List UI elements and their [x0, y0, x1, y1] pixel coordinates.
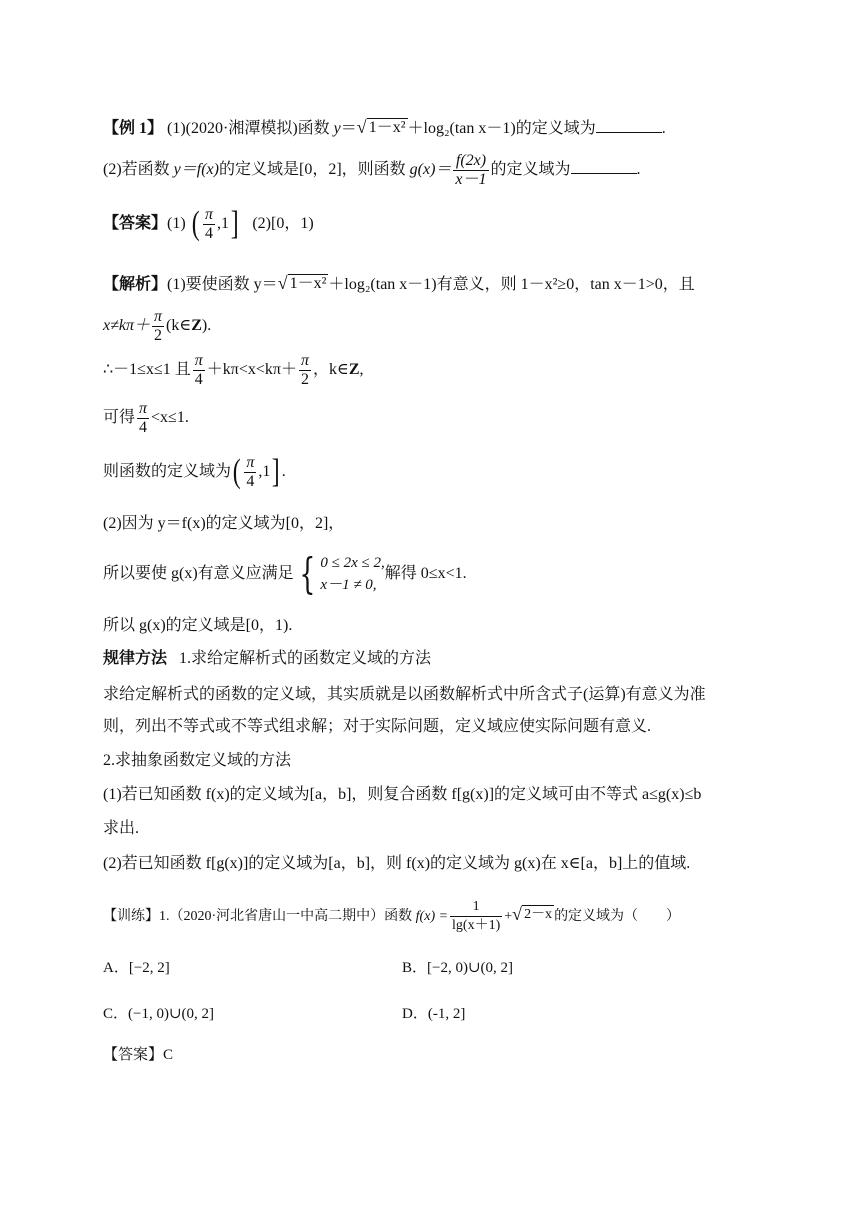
analysis-tag: 【解析】: [103, 276, 168, 293]
option-c: C．(−1, 0)∪(0, 2]: [103, 1006, 215, 1022]
method-paragraph-1b: 则，列出不等式或不等式组求解；对于实际问题，定义域应使实际问题有意义.: [103, 718, 652, 735]
fraction: $\frac{f(2x)}{x-1}$: [455, 151, 487, 188]
analysis-line-5: 则函数的定义域为( $\frac{\pi}{4}$ ,1] .: [103, 453, 286, 491]
training-question: 【训练】1.（2020·河北省唐山一中高二期中）函数 f(x) = $\frac{1}{\lg(x+1)}$ + √ 2－x 的定义域为（ ）: [103, 899, 681, 934]
answer-blank: [571, 159, 637, 174]
method-paragraph-1a: 求给定解析式的函数的定义域，其实质就是以函数解析式中所含式子(运算)有意义为准: [103, 686, 706, 703]
method-paragraph-3: (2)若已知函数 f[g(x)]的定义域为[a，b]，则 f(x)的定义域为 g(x)在 x∈[a，b]上的值域.: [103, 855, 691, 872]
method-paragraph-2a: (1)若已知函数 f(x)的定义域为[a，b]，则复合函数 f[g(x)]的定义域可由不等式 a≤g(x)≤b: [103, 786, 702, 803]
method-title-2: 2.求抽象函数定义域的方法: [103, 752, 292, 769]
method-title-1: 规律方法 1.求给定解析式的函数定义域的方法: [103, 650, 432, 667]
analysis-line-7: 所以要使 g(x)有意义应满足 { 0 ≤ 2x ≤ 2, x－1 ≠ 0, 解得 0≤x<1.: [103, 549, 467, 599]
example-tag: 【例 1】: [103, 120, 164, 137]
method-tag: 规律方法: [103, 650, 168, 667]
example-question-2: (2)若函数 y＝f(x)的定义域是[0，2]，则函数 g(x)＝ $\frac{f(2x)}{x-1}$ 的定义域为 .: [103, 151, 641, 188]
example-question-1: 【例 1】 (1)(2020·湘潭模拟)函数 y＝ √ 1－x² ＋log₂(tan x－1)的定义域为 .: [103, 117, 666, 137]
method-paragraph-2b: 求出.: [103, 820, 140, 837]
training-answer: 【答案】C: [103, 1047, 174, 1063]
analysis-line-6: (2)因为 y＝f(x)的定义域为[0，2]，: [103, 515, 345, 532]
training-tag: 【训练】: [103, 909, 159, 924]
inequality-system: 0 ≤ 2x ≤ 2, x－1 ≠ 0,: [320, 555, 385, 594]
option-d: D．(-1, 2]: [402, 1006, 466, 1022]
answer-tag: 【答案】: [103, 215, 168, 232]
answer-line: 【答案】(1) ( $\frac{\pi}{4}$ ,1] (2)[0，1): [103, 205, 314, 243]
option-a: A．[−2, 2]: [103, 960, 170, 976]
analysis-line-2: x≠kπ＋ $\frac{\pi}{2}$ (k∈Z).: [103, 307, 212, 344]
analysis-line-4: 可得 $\frac{\pi}{4}$ <x≤1.: [103, 399, 189, 436]
analysis-line-3: ∴－1≤x≤1 且 $\frac{\pi}{4}$ ＋kπ<x<kπ＋ $\frac{\pi}{2}$ ，k∈Z,: [103, 351, 364, 388]
option-b: B．[−2, 0)∪(0, 2]: [402, 960, 514, 976]
answer-blank: [596, 118, 662, 133]
analysis-line-1: 【解析】(1)要使函数 y＝ √ 1－x² ＋log₂(tan x－1)有意义，则 1－x²≥0，tan x－1>0，且: [103, 273, 695, 293]
analysis-line-8: 所以 g(x)的定义域是[0，1).: [103, 617, 293, 634]
sqrt-expression: √ 1－x²: [356, 117, 406, 137]
